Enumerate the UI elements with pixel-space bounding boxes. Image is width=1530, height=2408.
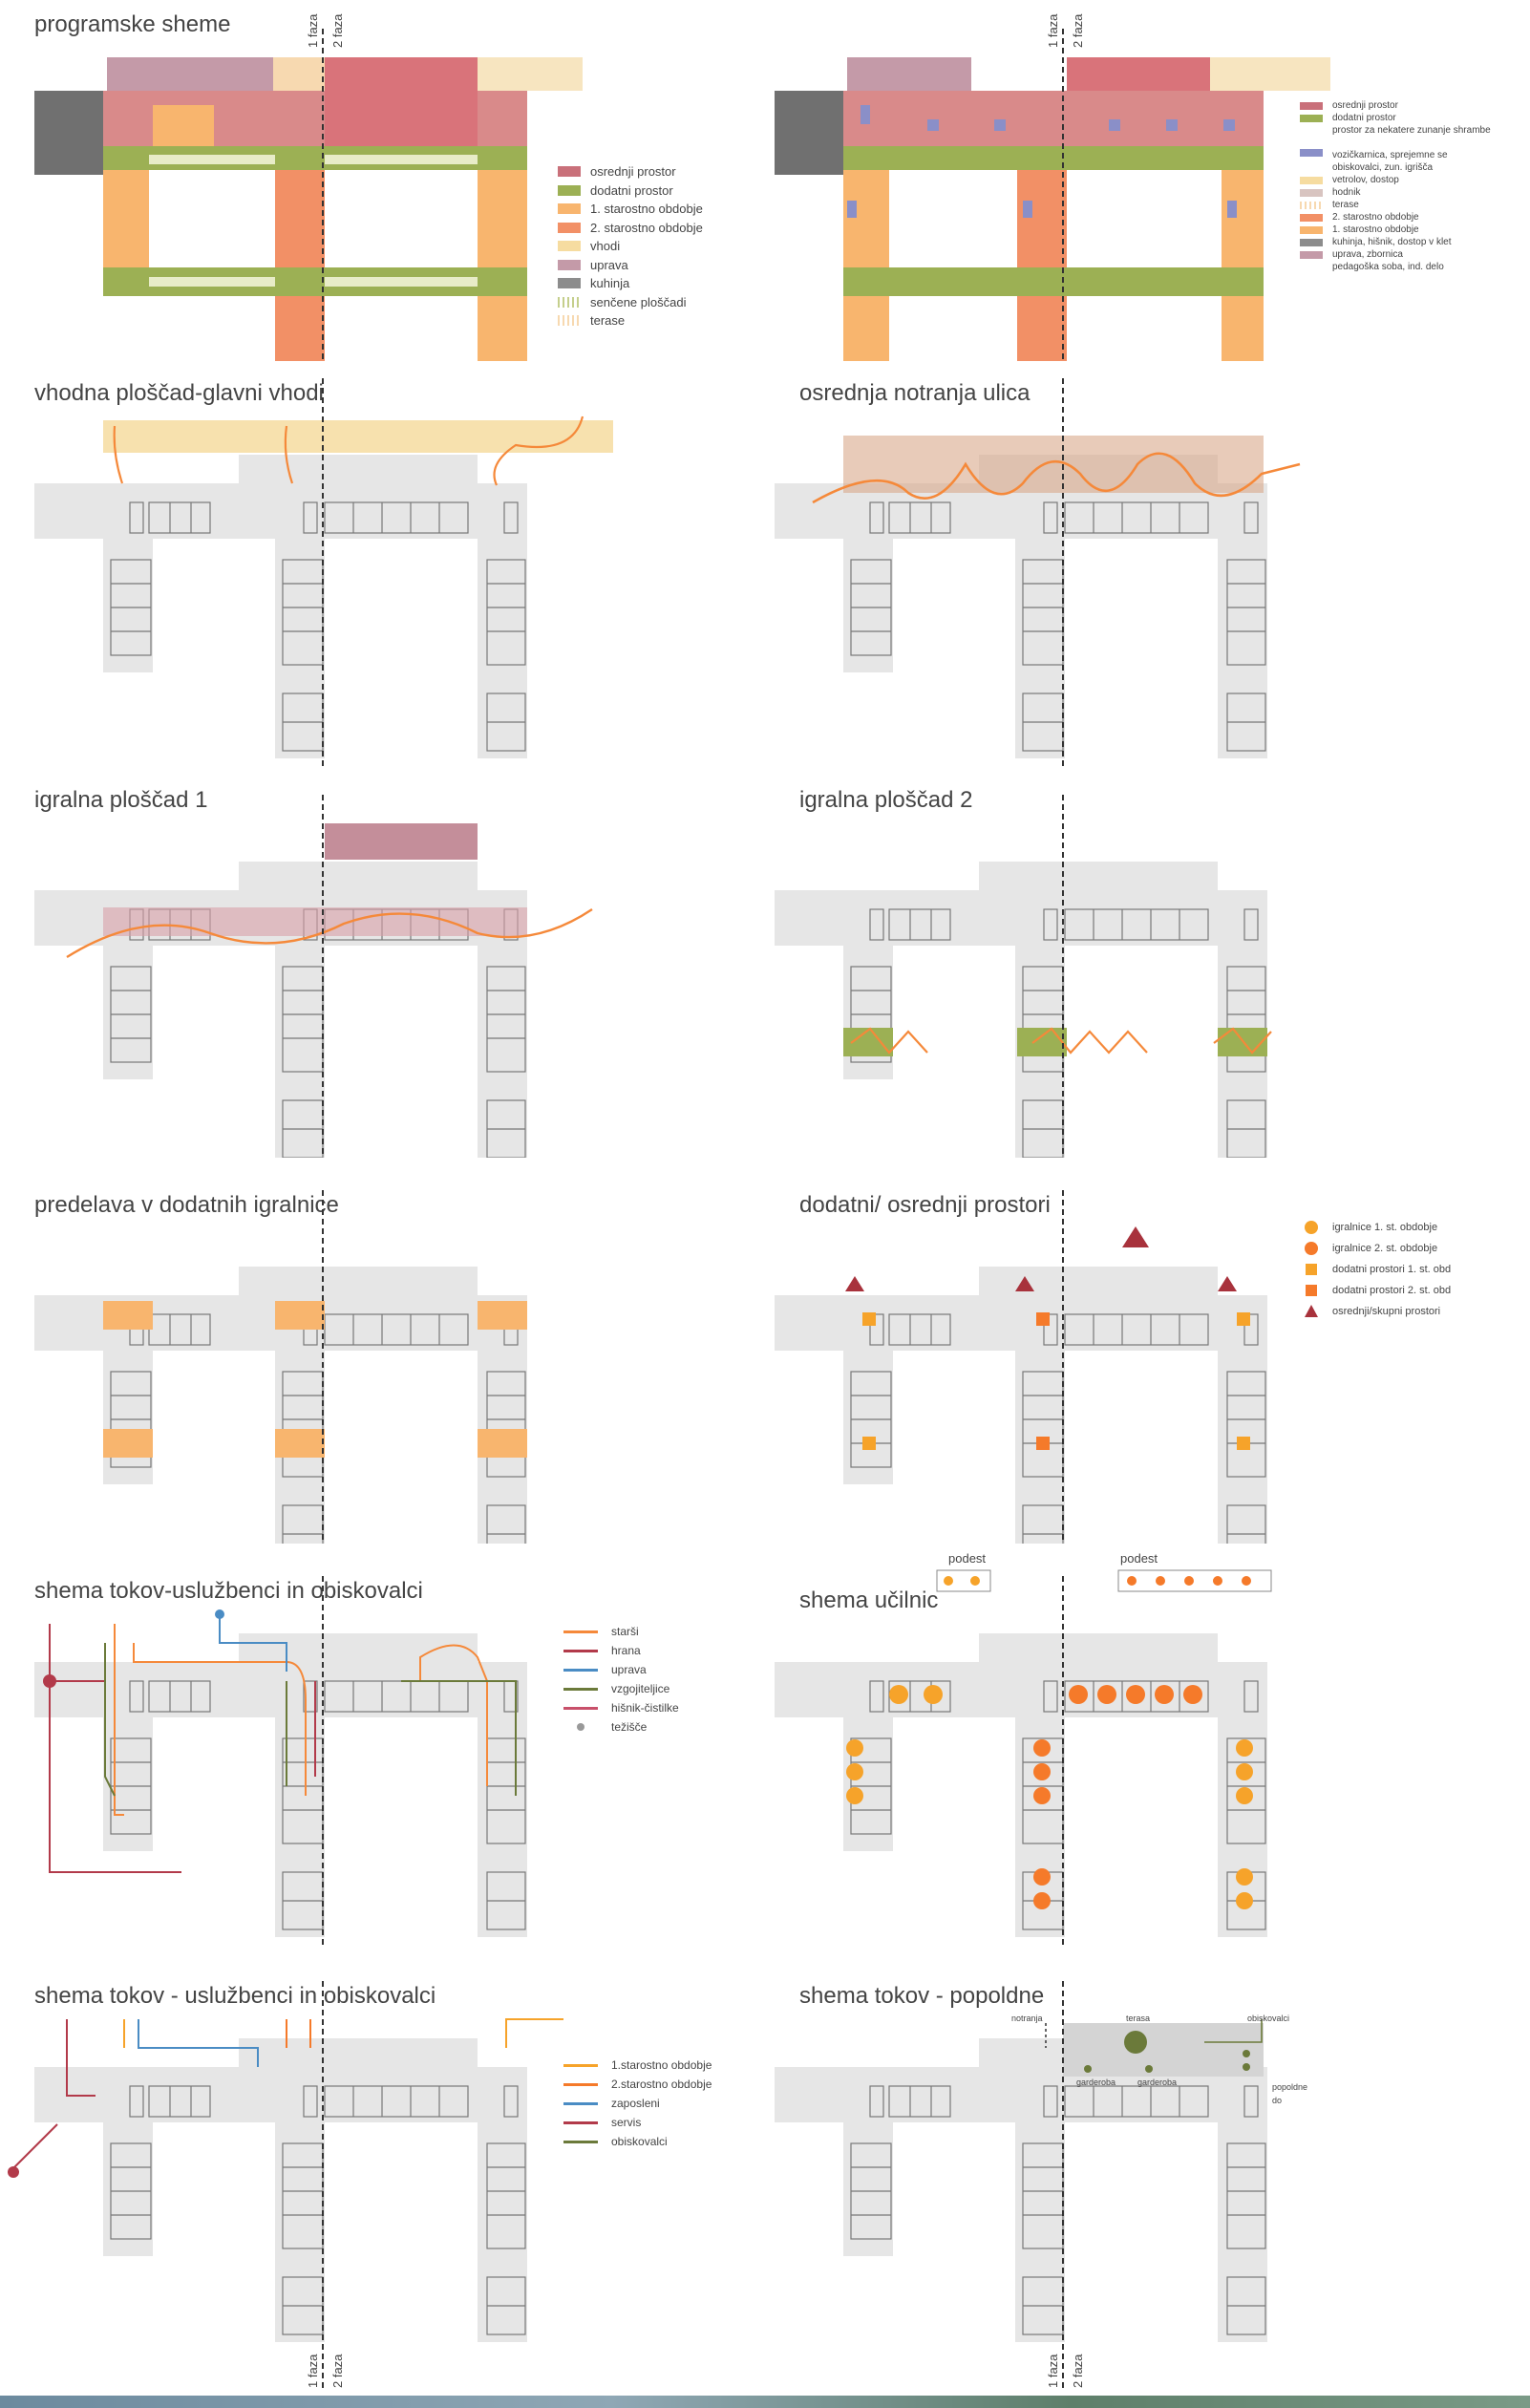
legend-swatch (1300, 177, 1323, 184)
legend-item (1300, 1301, 1451, 1322)
triangle-icon (1300, 1304, 1323, 1319)
legend-swatch (558, 223, 581, 233)
legend-line (563, 1688, 598, 1691)
legend-item (563, 1622, 679, 1641)
legend-item (1300, 1238, 1451, 1259)
legend-item (1300, 224, 1491, 236)
legend-label: kuhinja (590, 276, 630, 290)
legend-item (563, 2056, 712, 2075)
legend-item (1300, 236, 1491, 248)
phase2-label: 2 faza (330, 2354, 345, 2388)
legend-program-detail (1300, 99, 1491, 273)
legend-swatch (1300, 251, 1323, 259)
legend-item (558, 219, 703, 238)
label-terasa: terasa (1126, 2014, 1151, 2023)
legend-swatch (558, 241, 581, 251)
legend-label: igralnice 2. st. obdobje (1332, 1243, 1438, 1254)
legend-item (558, 311, 703, 330)
legend-swatch (1300, 264, 1323, 271)
legend-item (558, 181, 703, 201)
label-notranja: notranja (1011, 2014, 1043, 2023)
label-obiskovalci: obiskovalci (1247, 2014, 1290, 2023)
panel-title: shema tokov - uslužbenci in obiskovalci (34, 1983, 436, 2009)
phase2-label: 2 faza (1071, 2354, 1085, 2388)
panel-tokovi-1 (0, 1566, 765, 1935)
legend-label: starši (611, 1625, 639, 1638)
legend-item (563, 1679, 679, 1698)
legend-item (1300, 149, 1491, 174)
panel-program-detail (765, 0, 1530, 369)
legend-label: vzgojiteljice (611, 1682, 670, 1695)
legend-item (563, 2113, 712, 2132)
panel-programske-sheme (0, 0, 765, 369)
legend-item (1300, 248, 1491, 261)
classroom-diagram (765, 1566, 1530, 1949)
legend-swatch (558, 166, 581, 177)
legend-label: terase (1332, 200, 1359, 210)
legend-line (563, 1650, 598, 1652)
legend-label: obiskovalci (611, 2135, 668, 2148)
legend-swatch (1300, 115, 1323, 122)
legend-flows2 (563, 2056, 712, 2151)
legend-label: 1. starostno obdobje (590, 202, 703, 216)
panel-notranja-ulica (765, 369, 1530, 737)
legend-item (563, 2094, 712, 2113)
legend-label: dodatni prostori 2. st. obd (1332, 1285, 1452, 1296)
legend-item (1300, 186, 1491, 199)
legend-item (1300, 112, 1491, 124)
legend-item (563, 2075, 712, 2094)
legend-swatch (1300, 239, 1323, 246)
panel-title: igralna ploščad 1 (34, 787, 208, 813)
panel-title: shema tokov-uslužbenci in obiskovalci (34, 1578, 423, 1604)
legend-line (563, 2102, 598, 2105)
legend-swatch (1300, 226, 1323, 234)
label-garderoba: garderoba (1076, 2078, 1116, 2087)
legend-line (563, 2141, 598, 2143)
panel-title: predelava v dodatnih igralnice (34, 1192, 339, 1218)
legend-label: osrednji/skupni prostori (1332, 1306, 1441, 1317)
legend-line (563, 1630, 598, 1633)
legend-label: zaposleni (611, 2097, 660, 2110)
panel-dodatni-osrednji (765, 1181, 1530, 1549)
legend-item (1300, 261, 1491, 273)
legend-swatch (1300, 124, 1323, 132)
panel-title: shema učilnic (799, 1588, 939, 1613)
legend-label: 2. starostno obdobje (1332, 212, 1419, 223)
legend-label: pedagoška soba, ind. delo (1332, 262, 1444, 272)
legend-swatch (1300, 189, 1323, 197)
legend-item (1300, 174, 1491, 186)
panel-title: dodatni/ osrednji prostori (799, 1192, 1051, 1218)
street-diagram (765, 369, 1530, 770)
legend-item (1300, 99, 1491, 112)
phase1-label: 1 faza (306, 2354, 320, 2388)
legend-swatch (558, 315, 581, 326)
legend-swatch (558, 185, 581, 196)
legend-item (1300, 211, 1491, 224)
legend-label: uprava (590, 257, 628, 272)
legend-flows (563, 1622, 679, 1737)
panel-ucilnice (765, 1551, 1530, 1935)
phase2-label: 2 faza (1071, 13, 1085, 48)
legend-item (1300, 199, 1491, 211)
panel-title: igralna ploščad 2 (799, 787, 973, 813)
legend-item (558, 256, 703, 275)
legend-item (558, 293, 703, 312)
legend-label: 2. starostno obdobje (590, 220, 703, 235)
panel-predelava (0, 1181, 765, 1549)
panel-popoldne (765, 1971, 1530, 2388)
legend-item (563, 1641, 679, 1660)
legend-item (1300, 1280, 1451, 1301)
legend-label: dodatni prostori 1. st. obd (1332, 1264, 1452, 1275)
legend-dot (563, 1726, 598, 1729)
legend-label: uprava, zbornica (1332, 249, 1403, 260)
legend-swatch (1300, 202, 1323, 209)
conversion-diagram (0, 1181, 765, 1544)
legend-swatch (1300, 214, 1323, 222)
legend-swatch (1300, 102, 1323, 110)
circle-icon (1300, 1220, 1323, 1235)
legend-label: igralnice 1. st. obdobje (1332, 1222, 1438, 1233)
playground1-diagram (0, 776, 765, 1158)
legend-label: 1.starostno obdobje (611, 2058, 712, 2072)
legend-label: hodnik (1332, 187, 1361, 198)
panel-title: programske sheme (34, 11, 231, 37)
panel-igralna-ploscad-1 (0, 776, 765, 1144)
legend-item (558, 200, 703, 219)
legend-label: vozičkarnica, sprejemne se obiskovalci, zun. igrišča (1332, 150, 1448, 173)
legend-label: senčene ploščadi (590, 294, 687, 309)
legend-label: prostor za nekatere zunanje shrambe (1332, 125, 1491, 136)
legend-item (558, 162, 703, 181)
square-icon (1300, 1262, 1323, 1277)
phase1-label: 1 faza (1046, 2354, 1060, 2388)
legend-item (563, 1717, 679, 1737)
legend-rooms (1300, 1217, 1451, 1322)
phase1-label: 1 faza (1046, 13, 1060, 48)
label-do: do (1272, 2096, 1283, 2105)
podest-label: podest (1120, 1551, 1158, 1566)
legend-label: vhodi (590, 239, 621, 253)
legend-label: hišnik-čistilke (611, 1701, 679, 1715)
entrance-diagram (0, 369, 765, 770)
playground2-diagram (765, 776, 1530, 1158)
phase2-label: 2 faza (330, 13, 345, 48)
legend-line (563, 1669, 598, 1672)
podest-label: podest (948, 1551, 987, 1566)
legend-item (563, 1698, 679, 1717)
phase1-label: 1 faza (306, 13, 320, 48)
legend-label: težišče (611, 1720, 648, 1734)
legend-label: dodatni prostor (1332, 113, 1396, 123)
legend-line (563, 1707, 598, 1710)
legend-label: uprava (611, 1663, 647, 1676)
label-popoldne: popoldne (1272, 2082, 1308, 2092)
legend-label: terase (590, 313, 626, 328)
label-garderoba2: garderoba (1137, 2078, 1178, 2087)
panel-vhodna-ploscad (0, 369, 765, 737)
panel-tokovi-2 (0, 1971, 765, 2388)
legend-item (1300, 1259, 1451, 1280)
legend-label: osrednji prostor (590, 164, 676, 179)
flows2-diagram (0, 1971, 765, 2392)
legend-label: kuhinja, hišnik, dostop v klet (1332, 237, 1452, 247)
legend-label: 2.starostno obdobje (611, 2078, 712, 2091)
legend-label: hrana (611, 1644, 641, 1657)
legend-line (563, 2121, 598, 2124)
panel-title: shema tokov - popoldne (799, 1983, 1045, 2009)
legend-label: 1. starostno obdobje (1332, 224, 1419, 235)
legend-swatch (558, 260, 581, 270)
legend-item (563, 1660, 679, 1679)
legend-label: osrednji prostor (1332, 100, 1398, 111)
legend-program (558, 162, 703, 330)
panel-igralna-ploscad-2 (765, 776, 1530, 1144)
afternoon-diagram (765, 1971, 1530, 2392)
legend-swatch (1300, 149, 1323, 157)
legend-item (1300, 1217, 1451, 1238)
legend-item (1300, 124, 1491, 149)
legend-item (563, 2132, 712, 2151)
circle-icon (1300, 1241, 1323, 1256)
legend-label: servis (611, 2116, 642, 2129)
legend-swatch (558, 203, 581, 214)
legend-label: vetrolov, dostop (1332, 175, 1399, 185)
legend-swatch (558, 297, 581, 308)
panel-title: osrednja notranja ulica (799, 380, 1031, 406)
square-icon (1300, 1283, 1323, 1298)
legend-line (563, 2064, 598, 2067)
legend-item (558, 237, 703, 256)
legend-line (563, 2083, 598, 2086)
legend-label: dodatni prostor (590, 182, 673, 198)
panel-title: vhodna ploščad-glavni vhodi (34, 380, 324, 406)
legend-item (558, 274, 703, 293)
legend-swatch (558, 278, 581, 288)
bottom-photo-strip (0, 2396, 1530, 2408)
